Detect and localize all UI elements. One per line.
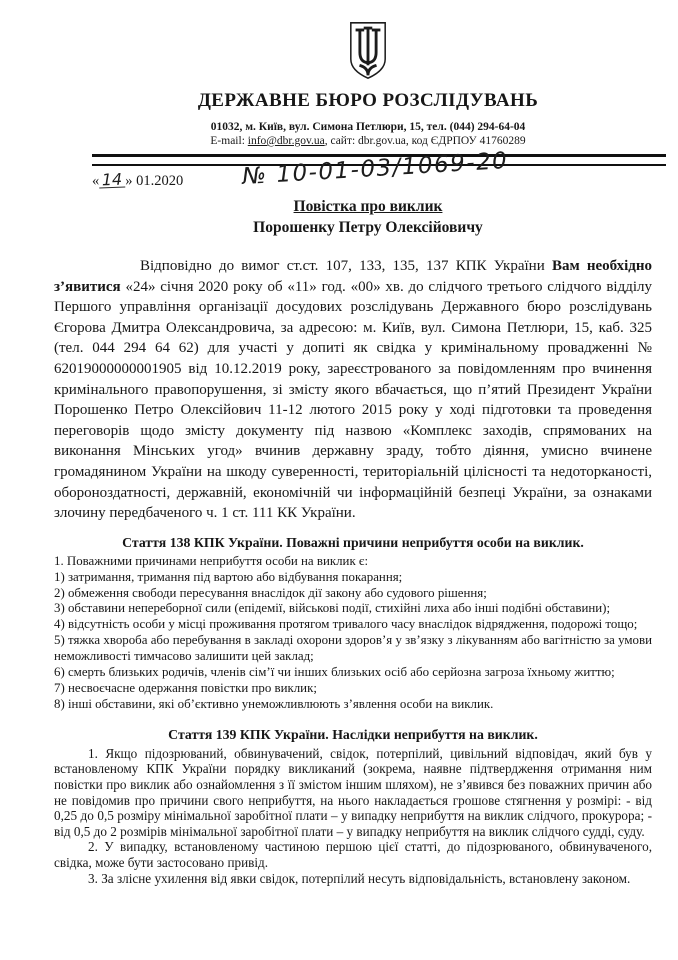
- org-address: 01032, м. Київ, вул. Симона Петлюри, 15, тел. (044) 294-64-04: [210, 121, 526, 133]
- article-138-item: 5) тяжка хвороба або перебування в закладі охорони здоров’я у зв’язку з лікуванням або вагітністю за умови неможливості тимчасово залишити цей заклад;: [54, 633, 652, 664]
- summons-main-text: «24» січня 2020 року об «11» год. «00» хв. до слідчого третього слідчого відділу Першого управління організації досудових розслідувань Державного бюро розслідувань Єгорова Дмитра Олександровича, за адресою: м. Київ, вул. Симона Петлюри, 15, каб. 325 (тел. 044 294 64 62) для участі у допиті як свідка у кримінальному провадженні № 62019000000001905 від 10.12.2019 року, зареєстрованого за повідомленням про вчинення кримінального правопорушення, зі змісту якого вбачається, що п’ятий Президент України Порошенко Петро Олексійович 11-12 лютого 2015 року у ході підготовки та проведення переговорів щодо змісту документу під назвою «Комплекс заходів, спрямованих на виконання Мінських угод» вчинив державну зраду, тобто діяння, умисно вчинене громадянином України на шкоду суверенності, територіальній цілісності та недоторканості, обороноздатності, державній, економічній чи інформаційній безпеці України, за ознаками злочину передбаченого ч. 1 ст. 111 КК України.: [54, 278, 652, 522]
- doc-title: Повістка про виклик: [293, 198, 443, 215]
- article-139-paragraph: 1. Якщо підозрюваний, обвинувачений, свідок, потерпілий, цивільний відповідач, який був у встановленому КПК України порядку викликаний (зокрема, наявне підтвердження отримання ним повістки про виклик або ознайомлення з її змістом іншим шляхом), не з’явився без поважних причин або не повідомив про причини свого неприбуття, на нього накладається грошове стягнення у розмірі: - від 0,25 до 0,5 розміру мінімальної заробітної плати – у випадку неприбуття на виклик слідчого, прокурора; - від 0,5 до 2 розмірів мінімальної заробітної плати – у випадку неприбуття на виклик слідчого судді, суду.: [54, 745, 652, 839]
- handwritten-day: 14: [99, 172, 126, 189]
- article-138-item: 3) обставини непереборної сили (епідемії, військові події, стихійні лиха або інші подібні обставини);: [54, 601, 611, 616]
- org-contacts: [84, 135, 652, 147]
- org-email: info@dbr.gov.ua: [247, 135, 325, 147]
- article-138-item: 6) смерть близьких родичів, членів сім’ї чи інших близьких осіб або серйозна загроза їхньому життю;: [54, 665, 615, 680]
- article-138-intro: 1. Поважними причинами неприбуття особи на виклик є:: [54, 553, 369, 568]
- date-and-number-line: [92, 147, 652, 198]
- handwritten-doc-number: № 10-01-03/1069-20: [241, 147, 510, 191]
- summons-intro: Відповідно до вимог ст.ст. 107, 133, 135, 137 КПК України: [140, 258, 552, 274]
- date-month-year: 01.2020: [136, 173, 184, 189]
- article-138-item: 7) несвоєчасне одержання повістки про виклик;: [54, 680, 317, 695]
- article-139-heading: Стаття 139 КПК України. Наслідки неприбуття на виклик.: [168, 726, 538, 742]
- article-139-text: [54, 746, 652, 886]
- article-139-paragraph: 3. За злісне ухилення від явки свідок, потерпілий несуть відповідальність, встановлену законом.: [88, 870, 631, 886]
- article-138-item: 8) інші обставини, які об’єктивно унеможливлюють з’явлення особи на виклик.: [54, 696, 494, 711]
- summons-bold-demand: Вам необхідно з’явитися: [54, 258, 652, 295]
- article-138-item: 1) затримання, тримання під вартою або відбування покарання;: [54, 569, 403, 584]
- article-138-heading: Стаття 138 КПК України. Поважні причини неприбуття особи на виклик.: [122, 534, 584, 550]
- article-138-list: [54, 554, 652, 713]
- letterhead: [84, 20, 652, 147]
- org-site-and-code: , сайт: dbr.gov.ua, код ЄДРПОУ 41760289: [324, 135, 526, 147]
- addressee-name: Порошенку Петру Олексійовичу: [253, 219, 483, 236]
- org-name: ДЕРЖАВНЕ БЮРО РОЗСЛІДУВАНЬ: [197, 90, 539, 111]
- article-138-item: 4) відсутність особи у місці проживання протягом тривалого часу внаслідок відрядження, подорожі тощо;: [54, 617, 638, 632]
- tryzub-emblem-icon: [84, 20, 652, 81]
- date-quote-close: »: [125, 173, 133, 189]
- article-139-paragraph: 2. У випадку, встановленому частиною першою цієї статті, до підозрюваного, обвинуваченого, свідка, може бути застосовано привід.: [54, 839, 652, 870]
- email-label: E-mail:: [210, 135, 248, 147]
- date-quote-open: «: [92, 173, 100, 189]
- article-138-item: 2) обмеження свободи пересування внаслідок дії закону або судового рішення;: [54, 585, 487, 600]
- summons-paragraph: [54, 256, 652, 524]
